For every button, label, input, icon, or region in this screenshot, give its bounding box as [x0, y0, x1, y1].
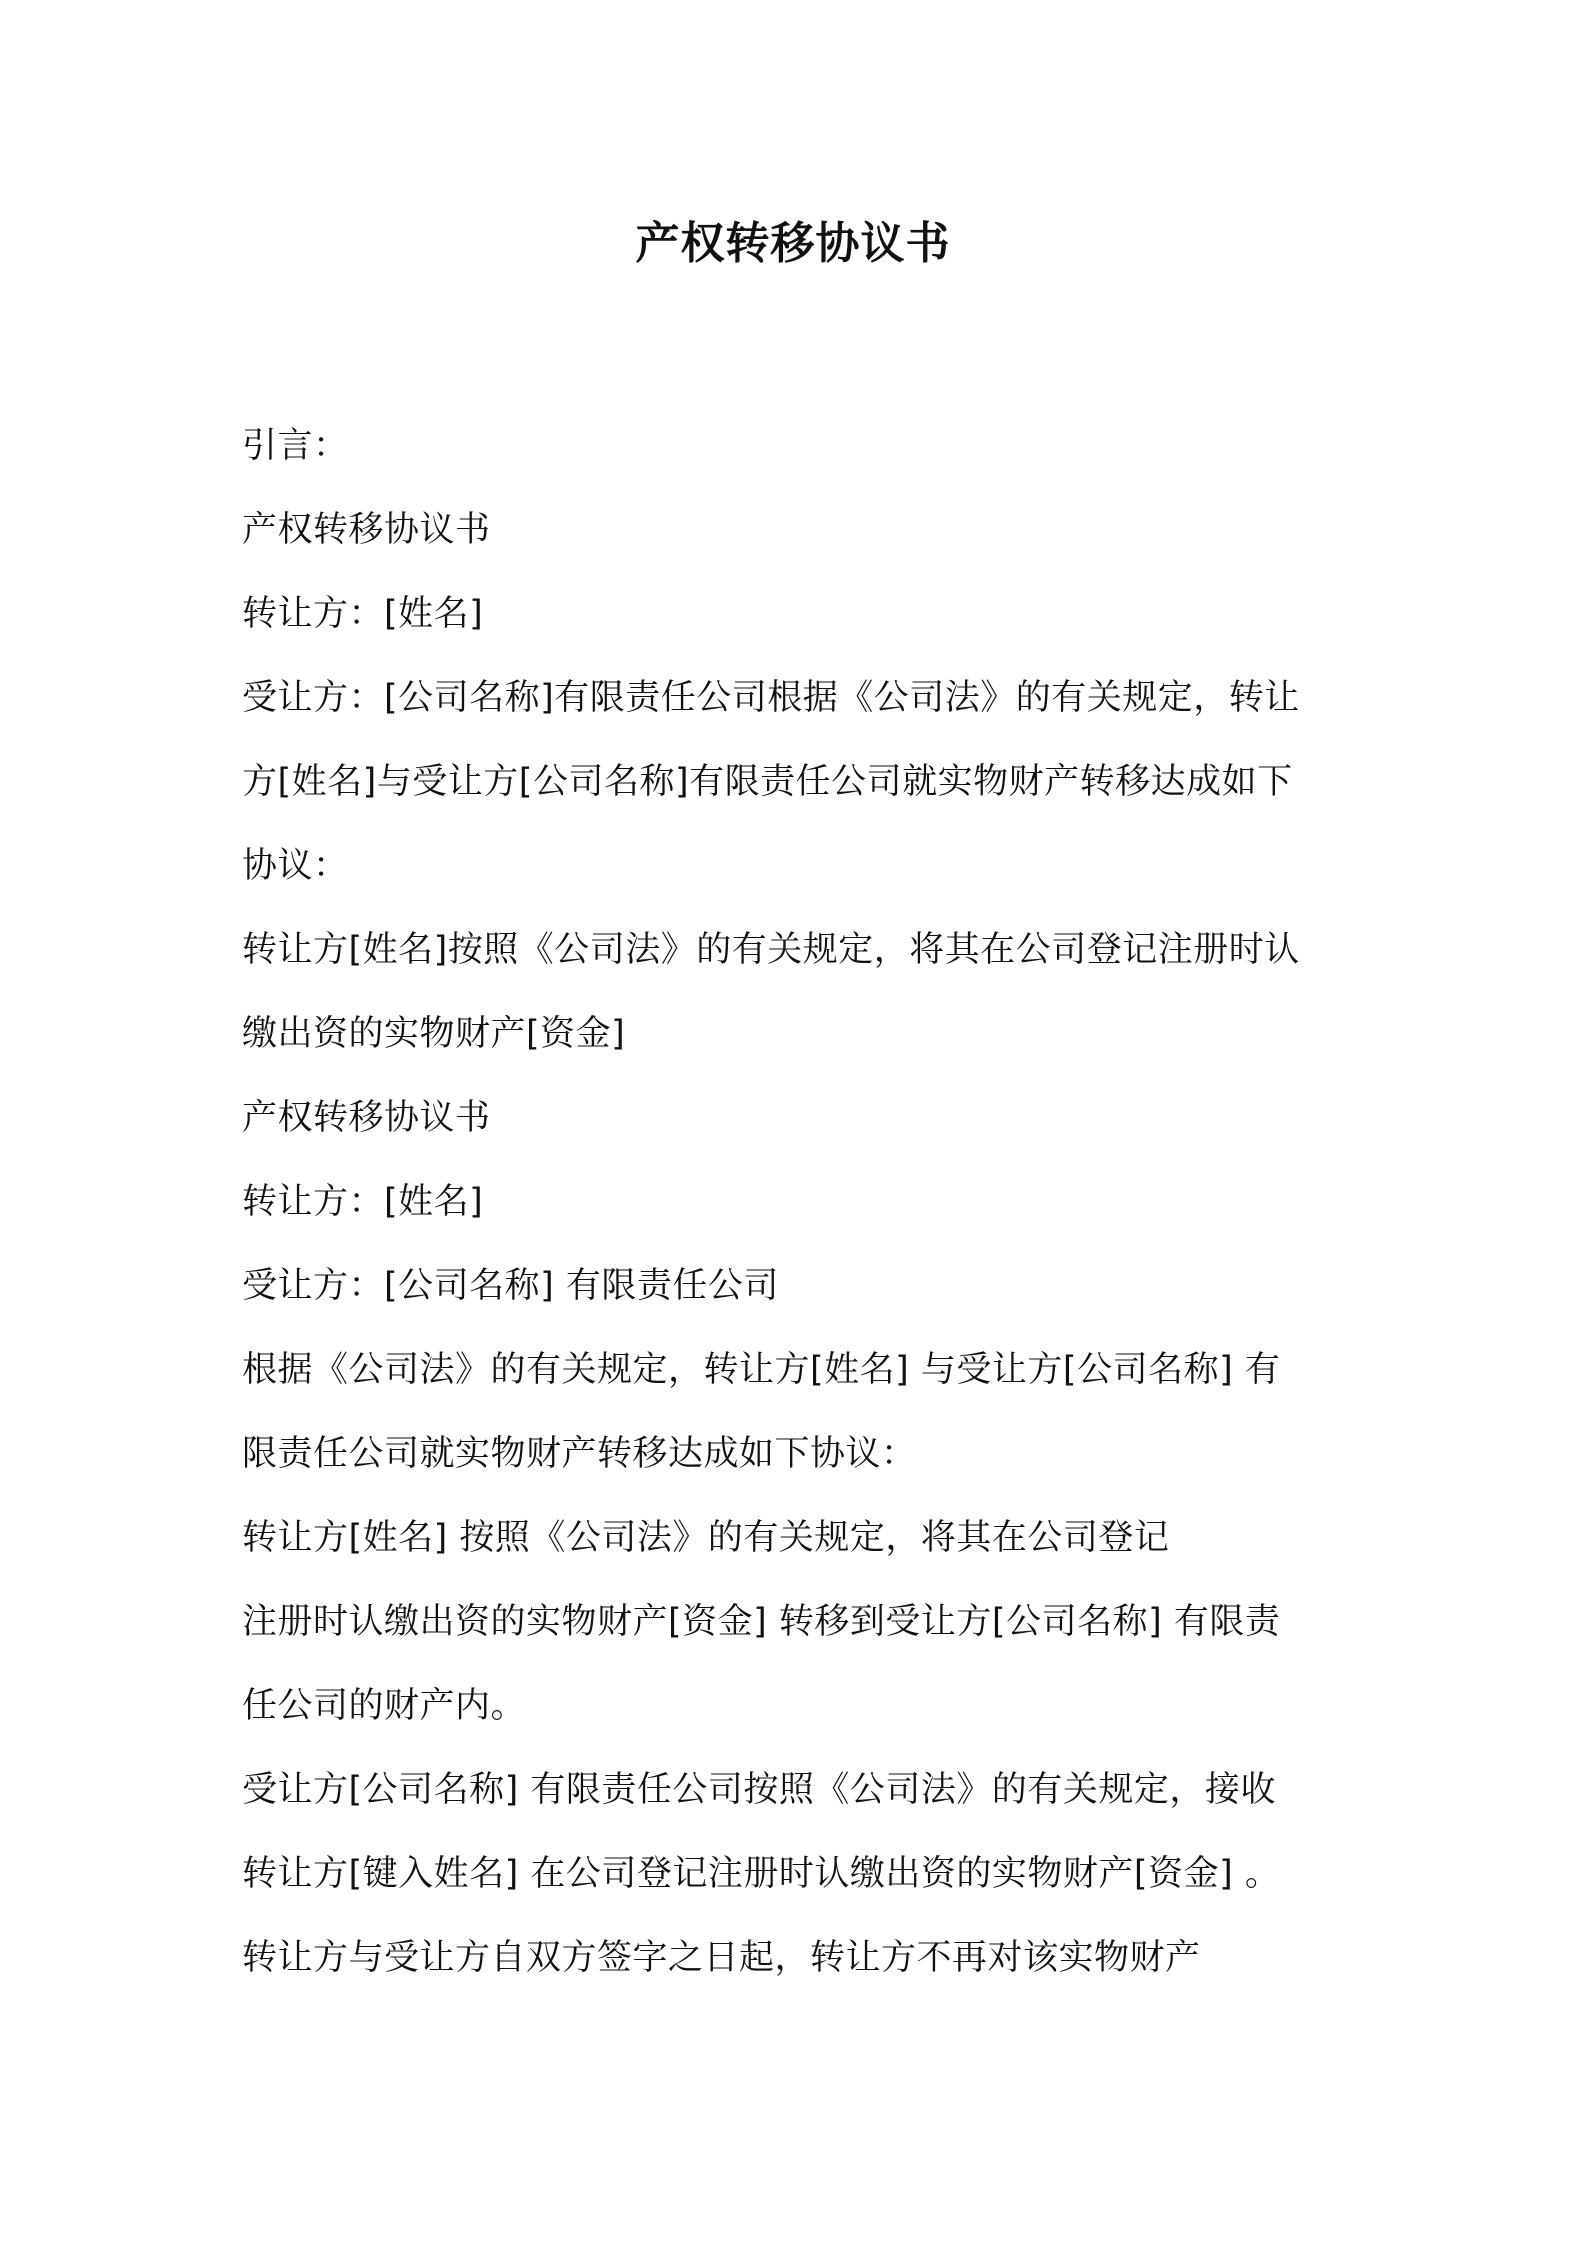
- text-line: 转让方：[姓名]: [242, 1182, 484, 1222]
- text-line: 受让方：[公司名称] 有限责任公司: [242, 1266, 779, 1306]
- text-line: 限责任公司就实物财产转移达成如下协议：: [242, 1434, 917, 1474]
- text-line: 缴出资的实物财产[资金]: [242, 1014, 626, 1054]
- text-line: 受让方：[公司名称]有限责任公司根据《公司法》的有关规定，转让: [242, 678, 1300, 718]
- text-line: 转让方：[姓名]: [242, 594, 484, 634]
- text-line: 产权转移协议书: [242, 510, 491, 550]
- text-line: 产权转移协议书: [242, 1098, 491, 1138]
- text-line: 转让方[键入姓名] 在公司登记注册时认缴出资的实物财产[资金] 。: [242, 1854, 1281, 1894]
- text-line: 转让方与受让方自双方签字之日起，转让方不再对该实物财产: [242, 1938, 1201, 1978]
- text-line: 转让方[姓名]按照《公司法》的有关规定，将其在公司登记注册时认: [242, 930, 1300, 970]
- text-line: 转让方[姓名] 按照《公司法》的有关规定，将其在公司登记: [242, 1518, 1170, 1558]
- text-line: 根据《公司法》的有关规定，转让方[姓名] 与受让方[公司名称] 有: [242, 1350, 1281, 1390]
- text-line: 协议：: [242, 846, 349, 886]
- text-line: 方[姓名]与受让方[公司名称]有限责任公司就实物财产转移达成如下: [242, 762, 1293, 802]
- text-line: 引言：: [242, 426, 349, 466]
- text-line: 任公司的财产内。: [242, 1686, 527, 1726]
- document-title: 产权转移协议书: [635, 218, 951, 269]
- text-line: 注册时认缴出资的实物财产[资金] 转移到受让方[公司名称] 有限责: [242, 1602, 1281, 1642]
- document-body: [242, 404, 1352, 2000]
- text-line: 受让方[公司名称] 有限责任公司按照《公司法》的有关规定，接收: [242, 1770, 1276, 1810]
